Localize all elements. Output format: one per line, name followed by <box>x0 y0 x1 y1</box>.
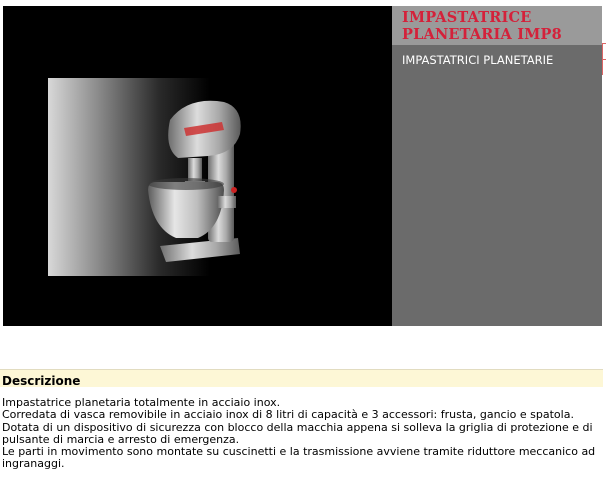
stand-mixer-image <box>48 78 250 276</box>
product-image-area <box>3 6 392 326</box>
edge-decoration <box>602 43 606 75</box>
description-text <box>2 397 602 471</box>
description-line: Corredata di vasca removibile in acciaio inox di 8 litri di capacità e 3 accessori: frusta, gancio e spatola. <box>2 408 574 422</box>
product-info-panel <box>392 6 602 326</box>
product-photo[interactable] <box>48 78 250 276</box>
description-line: Dotata di un dispositivo di sicurezza con blocco della macchia appena si solleva la griglia di protezione e di pulsante di marcia e arresto di emergenza. <box>2 420 593 446</box>
product-category[interactable]: IMPASTATRICI PLANETARIE <box>402 53 554 67</box>
product-title: IMPASTATRICE PLANETARIA IMP8 <box>402 9 562 43</box>
description-line: Impastatrice planetaria totalmente in acciaio inox. <box>2 396 281 409</box>
product-title-box <box>392 6 602 45</box>
product-panel <box>3 6 602 326</box>
description-heading: Descrizione <box>2 374 81 388</box>
description-line: Le parti in movimento sono montate su cuscinetti e la trasmissione avviene tramite riduttore meccanico ad ingranaggi. <box>2 445 596 471</box>
description-header <box>0 369 603 387</box>
